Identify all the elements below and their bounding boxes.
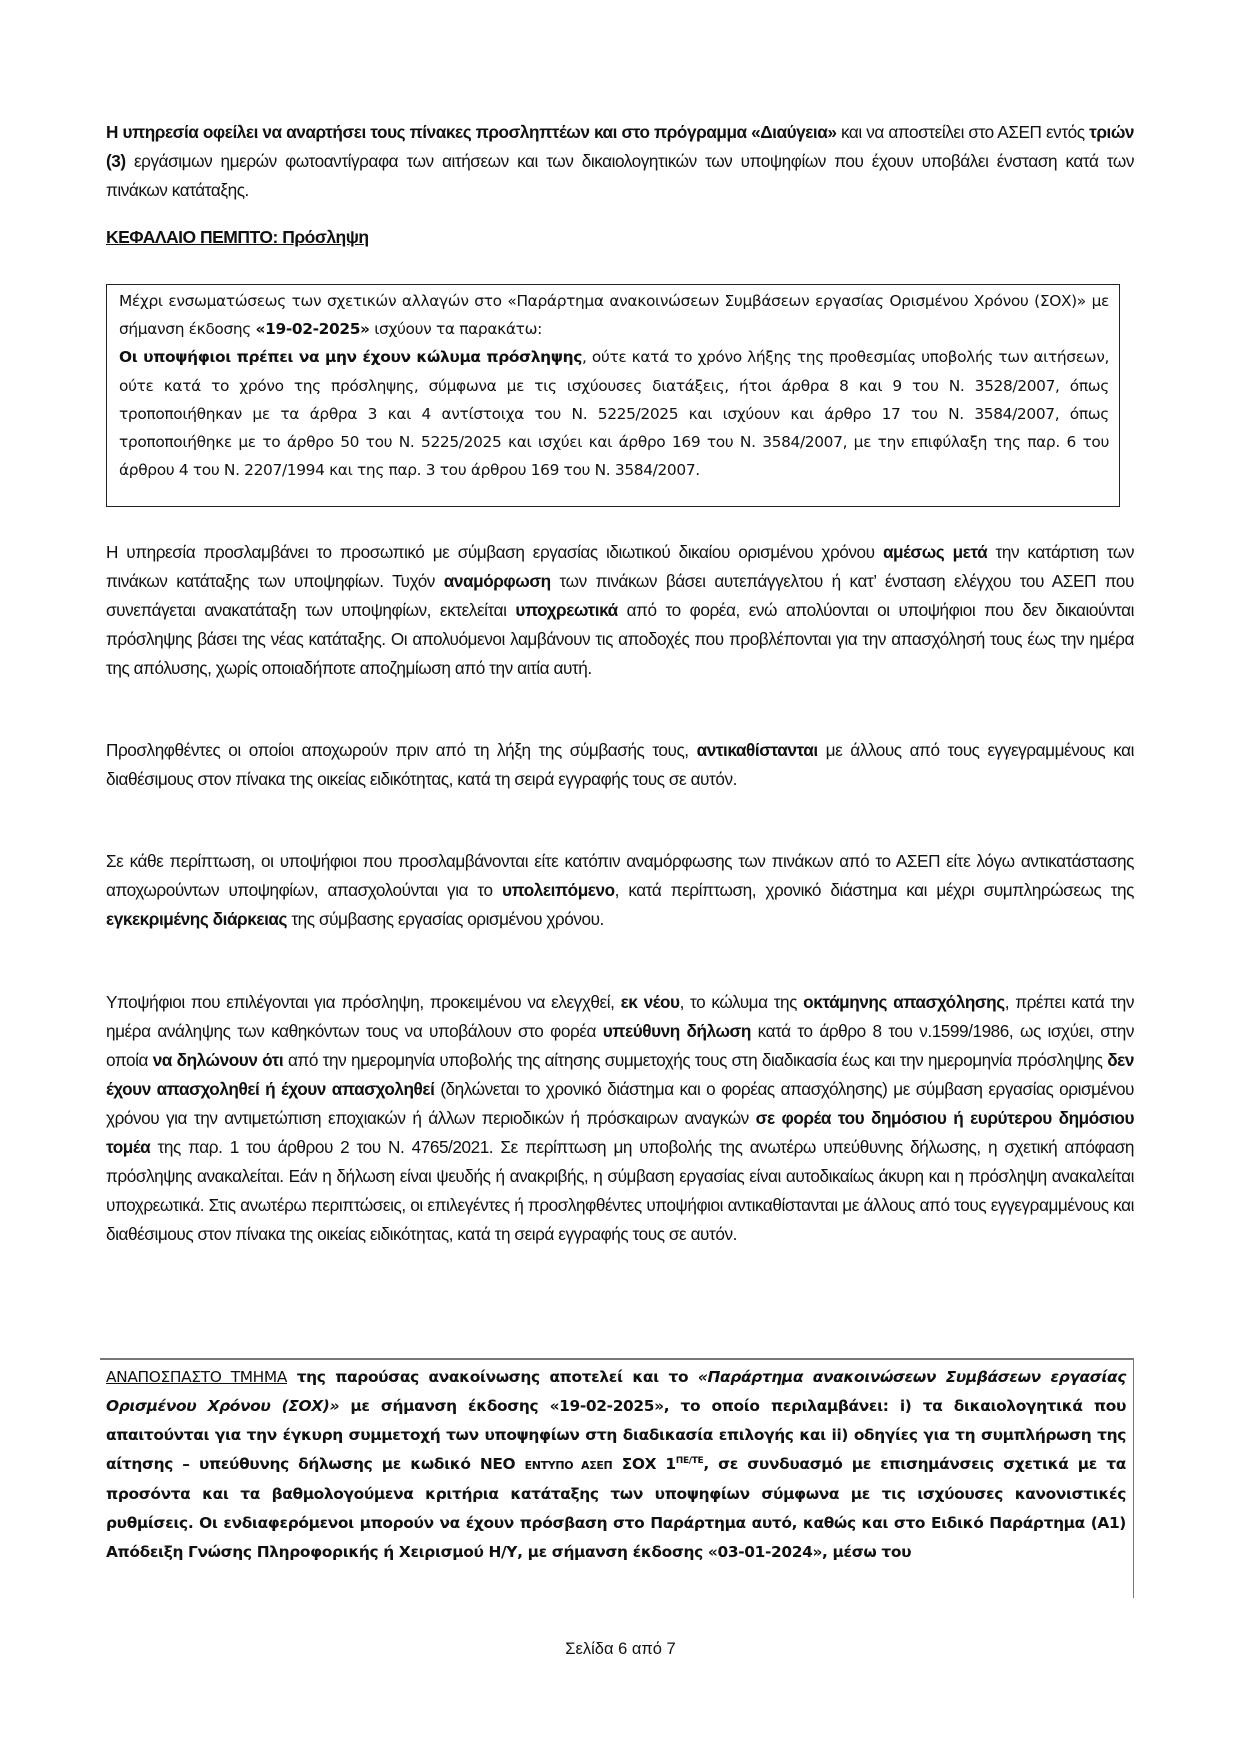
bold-text: εκ νέου bbox=[620, 992, 680, 1012]
text: Η υπηρεσία προσλαμβάνει το προσωπικό με σύμβαση εργασίας ιδιωτικού δικαίου ορισμένου χρόνου bbox=[106, 542, 883, 562]
text: της παρούσας ανακοίνωσης αποτελεί και το bbox=[287, 1368, 698, 1386]
detachable-section-box bbox=[100, 1358, 1134, 1598]
page-number-footer: Σελίδα 6 από 7 bbox=[565, 1640, 676, 1658]
text: Προσληφθέντες οι οποίοι αποχωρούν πριν από τη λήξη της σύμβασής τους, bbox=[106, 740, 697, 760]
bold-text: δεν έχουν απασχοληθεί ή έχουν απασχοληθεί bbox=[106, 1050, 1134, 1099]
text: με σήμανση έκδοσης «19-02-2025», το οποίο περιλαμβάνει: i) τα δικαιολογητικά που απαιτούνται για την έγκυρη συμμετοχή των υποψηφίων στη διαδικασία επιλογής και ii) οδηγίες για τη συμπλήρωση της αίτησης – υπεύθυνης δήλωσης με κωδικό ΝΕΟ bbox=[106, 1397, 1126, 1473]
bold-text: υπεύθυνη δήλωση bbox=[602, 1021, 751, 1041]
text: από την ημερομηνία υποβολής της αίτησης συμμετοχής τους στη διαδικασία έως και την ημερομηνία πρόσληψης bbox=[283, 1050, 1108, 1070]
text: , σε συνδυασμό με επισημάνσεις σχετικά με τα προσόντα και τα βαθμολογούμενα κριτήρια κατάταξης των υποψηφίων σύμφωνα με τις ισχύουσες κανονιστικές ρυθμίσεις. Οι ενδιαφερόμενοι μπορούν να έχουν πρόσβαση στο Παράρτημα αυτό, καθώς και στο Ειδικό Παράρτημα (Α1) Απόδειξη Γνώσης Πληροφορικής ή Χειρισμού Η/Υ, με σήμανση έκδοσης «03-01-2024», μέσω του bbox=[106, 1455, 1126, 1561]
text: ισχύουν τα παρακάτω: bbox=[369, 320, 542, 339]
text: εργάσιμων ημερών φωτοαντίγραφα των αιτήσεων και των δικαιολογητικών των υποψηφίων που έχουν υποβάλει ένσταση κατά των πινάκων κατάταξης. bbox=[106, 151, 1134, 200]
paragraph-hiring bbox=[106, 538, 1134, 683]
text: την κατάρτιση των πινάκων κατάταξης των υποψηφίων. Τυχόν bbox=[106, 542, 1135, 591]
text: (δηλώνεται το χρονικό διάστημα και ο φορέας απασχόλησης) με σύμβαση εργασίας ορισμένου χρόνου για την αντιμετώπιση εποχιακών ή άλλων περιοδικών ή πρόσκαιρων αναγκών bbox=[106, 1079, 1135, 1128]
text: , ούτε κατά το χρόνο λήξης της προθεσμίας υποβολής των αιτήσεων, ούτε κατά το χρόνο της πρόσληψης, σύμφωνα με τις ισχύουσες διατάξεις, ήτοι άρθρα 8 και 9 του Ν. 3528/2007, όπως τροποποιήθηκαν με τα άρθρα 3 και 4 αντίστοιχα του Ν. 5225/2025 και ισχύουν και άρθρο 17 του Ν. 3584/2007, όπως τροποποιήθηκε με το άρθρο 50 του Ν. 5225/2025 και ισχύει και άρθρο 169 του Ν. 3584/2007, με την επιφύλαξη της παρ. 6 του άρθρου 4 του Ν. 2207/1994 και της παρ. 3 του άρθρου 169 του Ν. 3584/2007. bbox=[119, 348, 1110, 480]
superscript: ΠΕ/ΤΕ bbox=[675, 1456, 704, 1466]
text: από το φορέα, ενώ απολύονται οι υποψήφιοι που δεν δικαιούνται πρόσληψης βάσει της νέας κατάταξης. Οι απολυόμενοι λαμβάνουν τις αποδοχές που προβλέπονται για την απασχόλησή τους έως την ημέρα της απόλυσης, χωρίς οποιαδήποτε αποζημίωση από την αιτία αυτή. bbox=[106, 600, 1134, 678]
paragraph-remaining-duration bbox=[106, 847, 1134, 934]
text: ΣΟΧ 1 bbox=[612, 1455, 676, 1473]
paragraph-solemn-declaration bbox=[106, 988, 1134, 1249]
paragraph-diavgeia-posting bbox=[106, 118, 1134, 205]
paragraph-replacement bbox=[106, 736, 1134, 794]
bold-text: σε φορέα του δημόσιου ή ευρύτερου δημόσιου τομέα bbox=[106, 1108, 1135, 1157]
italic-text: «Παράρτημα ανακοινώσεων Συμβάσεων εργασίας Ορισμένου Χρόνου (ΣΟΧ)» bbox=[106, 1368, 1126, 1415]
bold-text: υπολειπόμενο bbox=[501, 880, 615, 900]
underlined-title: ΑΝΑΠΟΣΠΑΣΤΟ ΤΜΗΜΑ bbox=[106, 1368, 288, 1386]
text: , πρέπει κατά την ημέρα ανάληψης των καθηκόντων τους να υποβάλουν στο φορέα bbox=[106, 992, 1134, 1041]
bold-text: Οι υποψήφιοι πρέπει να μην έχουν κώλυμα πρόσληψης bbox=[119, 348, 583, 367]
bold-text: εγκεκριμένης διάρκειας bbox=[106, 909, 288, 929]
notice-box-text bbox=[119, 287, 1109, 484]
text: Υποψήφιοι που επιλέγονται για πρόσληψη, προκειμένου να ελεγχθεί, bbox=[106, 992, 621, 1012]
text: με άλλους από τους εγγεγραμμένους και διαθέσιμους στον πίνακα της οικείας ειδικότητας, κατά τη σειρά εγγραφής τους σε αυτόν. bbox=[106, 740, 1135, 789]
text: κατά το άρθρο 8 του ν.1599/1986, ως ισχύει, στην οποία bbox=[106, 1021, 1134, 1070]
bold-text: «19-02-2025» bbox=[255, 320, 370, 339]
bold-text: υποχρεωτικά bbox=[515, 600, 618, 620]
bold-text: αναμόρφωση bbox=[443, 571, 551, 591]
bold-text: οκτάμηνης απασχόλησης bbox=[803, 992, 1005, 1012]
text: , το κώλυμα της bbox=[679, 992, 804, 1012]
text: Μέχρι ενσωματώσεως των σχετικών αλλαγών στο «Παράρτημα ανακοινώσεων Συμβάσεων εργασίας Ορισμένου Χρόνου (ΣΟΧ)» με σήμανση έκδοσης bbox=[119, 292, 1109, 339]
text: και να αποστείλει στο ΑΣΕΠ εντός bbox=[836, 122, 1090, 142]
bold-text: να δηλώνουν ότι bbox=[152, 1050, 284, 1070]
text: , κατά περίπτωση, χρονικό διάστημα και μέχρι συμπληρώσεως της bbox=[614, 880, 1134, 900]
small-caps-text: ΕΝΤΥΠΟ ΑΣΕΠ bbox=[524, 1459, 613, 1472]
text: Σε κάθε περίπτωση, οι υποψήφιοι που προσλαμβάνονται είτε κατόπιν αναμόρφωσης των πινάκων από το ΑΣΕΠ είτε λόγω αντικατάστασης αποχωρούντων υποψηφίων, απασχολούνται για το bbox=[106, 851, 1134, 900]
chapter-heading: ΚΕΦΑΛΑΙΟ ΠΕΜΠΤΟ: Πρόσληψη bbox=[106, 227, 369, 247]
text: της σύμβασης εργασίας ορισμένου χρόνου. bbox=[287, 909, 604, 929]
bold-text: τριών (3) bbox=[106, 122, 1135, 171]
text: της παρ. 1 του άρθρου 2 του Ν. 4765/2021. Σε περίπτωση μη υποβολής της ανωτέρω υπεύθυνης δήλωσης, η σχετική απόφαση πρόσληψης ανακαλείται. Εάν η δήλωση είναι ψευδής ή ανακριβής, η σύμβαση εργασίας είναι αυτοδικαίως άκυρη και η πρόσληψη ανακαλείται υποχρεωτικά. Στις ανωτέρω περιπτώσεις, οι επιλεγέντες ή προσληφθέντες υποψήφιοι αντικαθίστανται με άλλους από τους εγγεγραμμένους και διαθέσιμους στον πίνακα της οικείας ειδικότητας, κατά τη σειρά εγγραφής τους σε αυτόν. bbox=[106, 1137, 1134, 1244]
bold-text: αντικαθίστανται bbox=[696, 740, 818, 760]
text: των πινάκων βάσει αυτεπάγγελτου ή κατ’ ένσταση ελέγχου του ΑΣΕΠ που συνεπάγεται ανακατάταξη των υποψηφίων, εκτελείται bbox=[106, 571, 1134, 620]
bold-text: Η υπηρεσία οφείλει να αναρτήσει τους πίνακες προσληπτέων και στο πρόγραμμα «Διαύγεια» bbox=[106, 122, 837, 142]
detachable-section-text bbox=[106, 1363, 1126, 1567]
bold-text: αμέσως μετά bbox=[882, 542, 988, 562]
notice-box bbox=[106, 284, 1120, 507]
